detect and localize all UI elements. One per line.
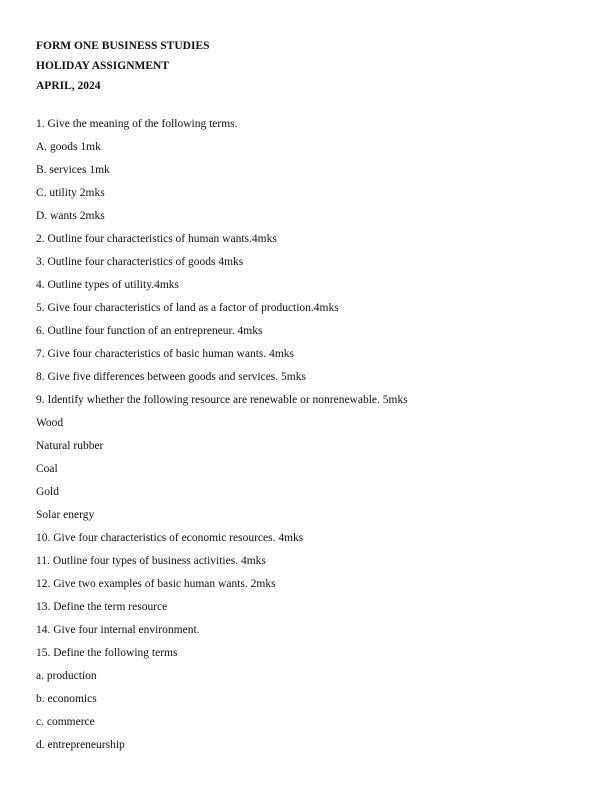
- question-line: 9. Identify whether the following resource are renewable or nonrenewable. 5mks: [36, 394, 408, 406]
- document-date: APRIL, 2024: [36, 80, 101, 92]
- question-line: d. entrepreneurship: [36, 739, 125, 751]
- question-line: B. services 1mk: [36, 164, 110, 176]
- question-list: [36, 113, 596, 757]
- question-line: 10. Give four characteristics of economic resources. 4mks: [36, 532, 304, 544]
- question-line: b. economics: [36, 693, 97, 705]
- question-line: 7. Give four characteristics of basic human wants. 4mks: [36, 348, 295, 360]
- question-line: 5. Give four characteristics of land as a factor of production.4mks: [36, 302, 339, 314]
- question-line: Wood: [36, 417, 64, 429]
- question-line: 4. Outline types of utility.4mks: [36, 279, 179, 291]
- question-line: 8. Give five differences between goods and services. 5mks: [36, 371, 306, 383]
- document-subtitle: HOLIDAY ASSIGNMENT: [36, 60, 170, 72]
- question-line: 1. Give the meaning of the following terms.: [36, 118, 238, 130]
- question-line: a. production: [36, 670, 97, 682]
- question-line: 14. Give four internal environment.: [36, 624, 200, 636]
- question-line: Gold: [36, 486, 59, 498]
- document-title: FORM ONE BUSINESS STUDIES: [36, 40, 210, 52]
- question-line: c. commerce: [36, 716, 95, 728]
- question-line: 11. Outline four types of business activities. 4mks: [36, 555, 266, 567]
- question-line: Solar energy: [36, 509, 95, 521]
- question-line: Natural rubber: [36, 440, 104, 452]
- question-line: C. utility 2mks: [36, 187, 105, 199]
- question-line: Coal: [36, 463, 58, 475]
- question-line: D. wants 2mks: [36, 210, 105, 222]
- question-line: 13. Define the term resource: [36, 601, 168, 613]
- question-line: A. goods 1mk: [36, 141, 101, 153]
- document-header: [36, 36, 210, 96]
- question-line: 3. Outline four characteristics of goods 4mks: [36, 256, 244, 268]
- question-line: 15. Define the following terms: [36, 647, 178, 659]
- question-line: 12. Give two examples of basic human wants. 2mks: [36, 578, 276, 590]
- question-line: 6. Outline four function of an entrepreneur. 4mks: [36, 325, 263, 337]
- question-line: 2. Outline four characteristics of human wants.4mks: [36, 233, 277, 245]
